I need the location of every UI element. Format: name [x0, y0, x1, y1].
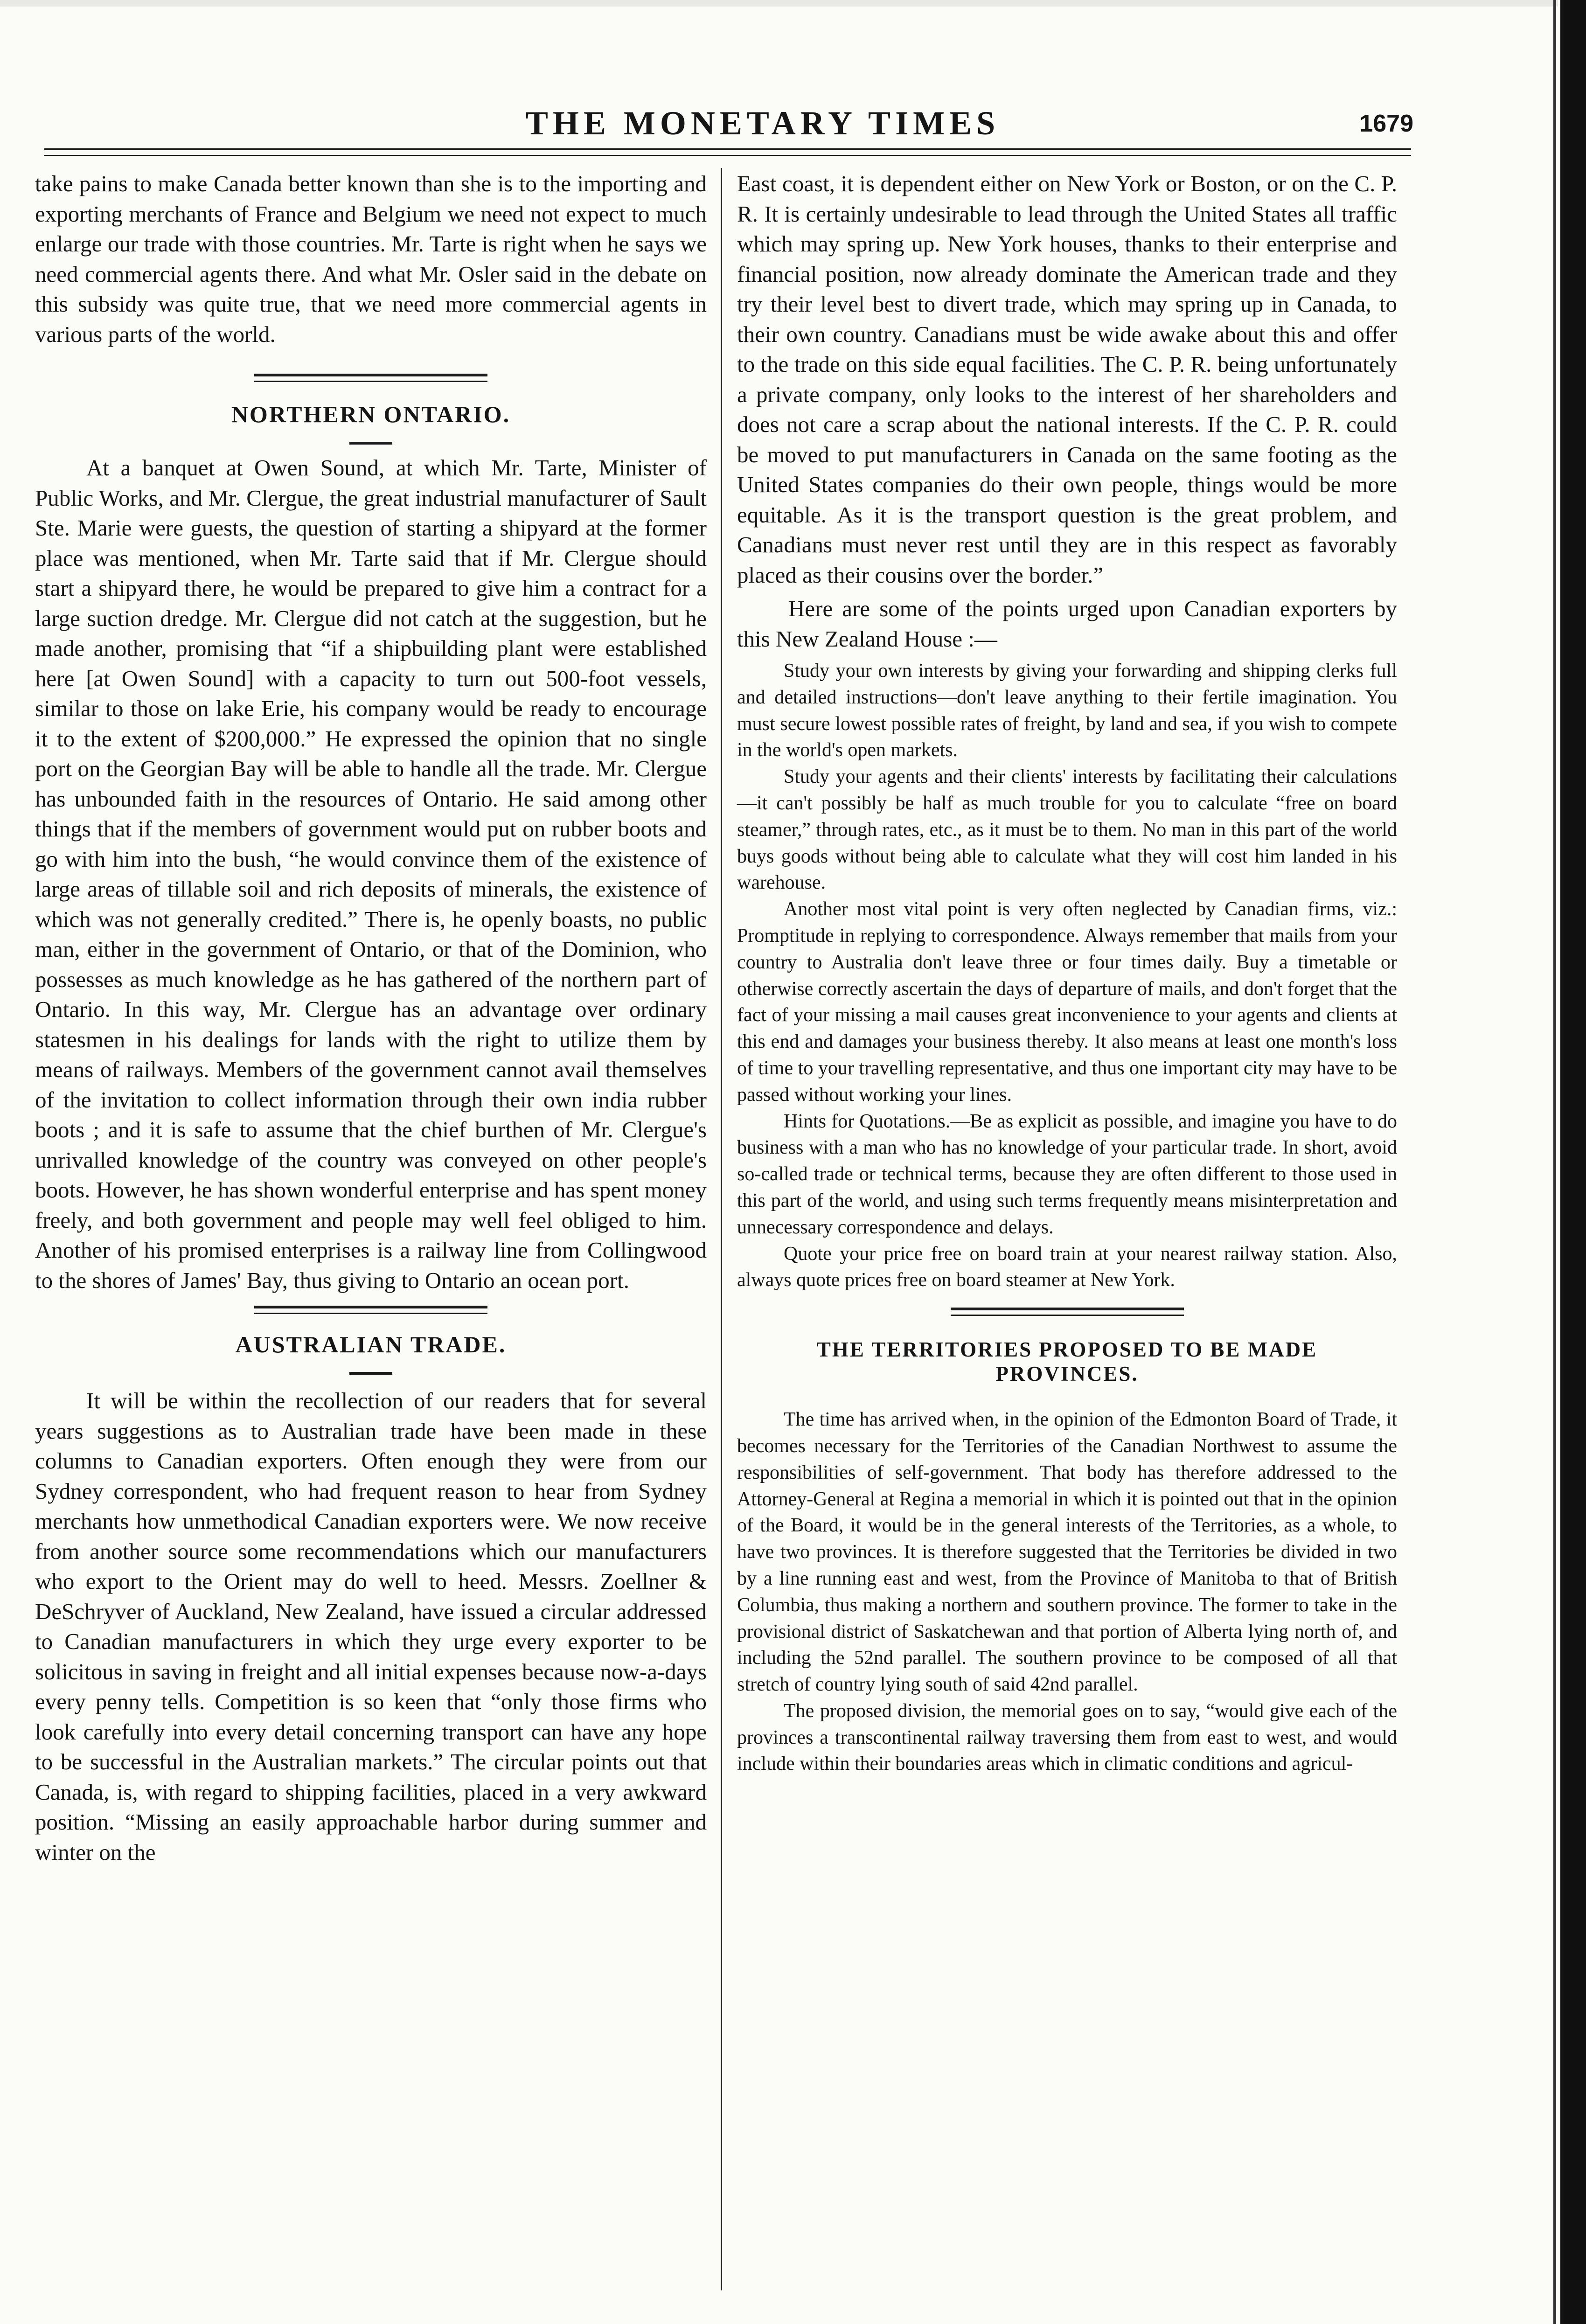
point-item: Study your agents and their clients' interests by facilitating their calculations—it can't possibly be half as much trouble for you to calculate “free on board steamer,” through rates, etc., as it must be to them. No man in this part of the world buys goods without being able to calculate what they will cost him landed in his warehouse. — [737, 766, 1397, 894]
column-divider — [721, 168, 722, 2290]
page-number: 1679 — [1359, 110, 1413, 137]
continued-paragraph: East coast, it is dependent either on New York or Boston, or on the C. P. R. It is certainly undesirable to lead through the United States all traffic which may spring up. New York houses, thanks to their enterprise and financial position, now already dominate the American trade and they try their level best to divert trade, which may spring up in Canada, to their own country. Canadians must be wide awake about this and offer to the trade on this side equal facilities. The C. P. R. being unfortunately a private company, only looks to the interest of her shareholders and does not care a scrap about the national interests. If the C. P. R. could be moved to put manufacturers in Canada on the same footing as the United States companies do their own people, things would be more equitable. As it is the transport question is the great problem, and Canadians must never rest until they are in this respect as favorably placed as their cousins over the border.” — [737, 171, 1397, 588]
page-header — [44, 100, 1481, 145]
point-item: Study your own interests by giving your forwarding and shipping clerks full and detailed instructions—don't leave anything to their fertile imagination. You must secure lowest possible rates of freight, by land and sea, if you wish to compete in the world's open markets. — [737, 660, 1397, 761]
section-divider — [951, 1308, 1184, 1316]
journal-title: THE MONETARY TIMES — [525, 104, 1000, 142]
page-top-edge — [0, 0, 1558, 7]
territories-paragraph: The time has arrived when, in the opinion of the Edmonton Board of Trade, it becomes necessary for the Territories of the Canadian Northwest to assume the responsibilities of self-government. That body has therefore addressed to the Attorney-General at Regina a memorial in which it is pointed out that in the opinion of the Board, it would be in the general interests of the Territories, as a whole, to have two provinces. It is therefore suggested that the Territories be divided in two by a line running east and west, from the Province of Manitoba to that of British Columbia, thus making a northern and southern province. The former to take in the provisional district of Saskatchewan and that portion of Alberta lying north of, and including the 52nd parallel. The southern province to be composed of all that stretch of country lying south of said 42nd parallel. — [737, 1409, 1397, 1696]
section-divider — [254, 1306, 487, 1314]
northern-ontario-paragraph: At a banquet at Owen Sound, at which Mr. Tarte, Minister of Public Works, and Mr. Clergue, the great industrial manufacturer of Sault Ste. Marie were guests, the question of starting a shipyard at the former place was mentioned, when Mr. Tarte said that if Mr. Clergue should start a shipyard there, he would be prepared to give him a contract for a large suction dredge. Mr. Clergue did not catch at the suggestion, but he made another, promising that “if a shipbuilding plant were established here [at Owen Sound] with a capacity to turn out 500-foot vessels, similar to those on lake Erie, his company would be ready to encourage it to the extent of $200,000.” He expressed the opinion that no single port on the Georgian Bay will be able to handle all the trade. Mr. Clergue has unbounded faith in the resources of Ontario. He said among other things that if the members of government would put on rubber boots and go with him into the bush, “he would convince them of the existence of large areas of tillable soil and rich deposits of minerals, the existence of which was not generally credited.” There is, he openly boasts, no public man, either in the government of Ontario, or that of the Dominion, who possesses as much knowledge as he has gathered of the northern part of Ontario. In this way, Mr. Clergue has an advantage over ordinary statesmen in his dealings for lands with the right to utilize them by means of railways. Members of the government cannot avail themselves of the invitation to collect information through their own india rubber boots ; and it is safe to assume that the chief burthen of Mr. Clergue's unrivalled knowledge of the country was conveyed on other people's boots. However, he has shown wonderful enterprise and has spent money freely, and both government and people may well feel obliged to him. Another of his promised enterprises is a railway line from Collingwood to the shores of James' Bay, thus giving to Ontario an ocean port. — [35, 455, 707, 1293]
right-column — [737, 169, 1397, 1777]
left-column — [35, 169, 707, 1867]
points-intro: Here are some of the points urged upon Canadian exporters by this New Zealand House :— — [737, 596, 1397, 652]
point-item: Quote your price free on board train at your nearest railway station. Also, always quote prices free on board steamer at New York. — [737, 1243, 1397, 1291]
point-item: Another most vital point is very often neglected by Canadian firms, viz.: Promptitude in replying to correspondence. Always remember that mails from your country to Australia don't leave three or four times daily. Buy a timetable or otherwise correctly ascertain the days of departure of mails, and don't forget that the fact of your missing a mail causes great inconvenience to your agents and clients at this end and damages your business thereby. It also means at least one month's loss of time to your travelling representative, and thus one important city may have to be passed without working your lines. — [737, 898, 1397, 1106]
section-title-australian-trade: AUSTRALIAN TRADE. — [235, 1331, 507, 1357]
section-title-northern-ontario: NORTHERN ONTARIO. — [231, 401, 511, 427]
section-divider — [254, 374, 487, 382]
point-item: Hints for Quotations.—Be as explicit as possible, and imagine you have to do business with a man who has no knowledge of your particular trade. In short, avoid so-called trade or technical terms, because they are often different to those used in this part of the world, and using such terms frequently means misinterpretation and unnecessary correspondence and delays. — [737, 1110, 1397, 1238]
territories-paragraph: The proposed division, the memorial goes on to say, “would give each of the provinces a transcontinental railway traversing them from east to west, and would include within their boundaries areas which in climatic conditions and agricul- — [737, 1700, 1397, 1775]
section-title-territories: THE TERRITORIES PROPOSED TO BE MADE PROVINCES. — [816, 1338, 1318, 1386]
header-rule — [44, 148, 1411, 156]
australian-trade-paragraph: It will be within the recollection of our readers that for several years suggestions as to Australian trade have been made in these columns to Canadian exporters. Often enough they were from our Sydney correspondent, who had frequent reason to hear from Sydney merchants how unmethodical Canadian exporters were. We now receive from another source some recommendations which our manufacturers who export to the Orient may do well to heed. Messrs. Zoellner & DeSchryver of Auckland, New Zealand, have issued a circular addressed to Canadian manufacturers in which they urge every exporter to be solicitous in saving in freight and all initial expenses because now-a-days every penny tells. Competition is so keen that “only those firms who look carefully into every detail concerning transport can have any hope to be successful in the Australian markets.” The circular points out that Canada, is, with regard to shipping facilities, placed in a very awkward position. “Missing an easily approachable harbor during summer and winter on the — [35, 1388, 707, 1865]
adjacent-page-strip — [1560, 0, 1586, 2324]
binding-edge — [1553, 0, 1556, 2324]
intro-paragraph: take pains to make Canada better known than she is to the importing and exporting merchants of France and Belgium we need not expect to much enlarge our trade with those countries. Mr. Tarte is right when he says we need commercial agents there. And what Mr. Osler said in the debate on this subsidy was quite true, that we need more commercial agents in various parts of the world. — [35, 171, 707, 347]
